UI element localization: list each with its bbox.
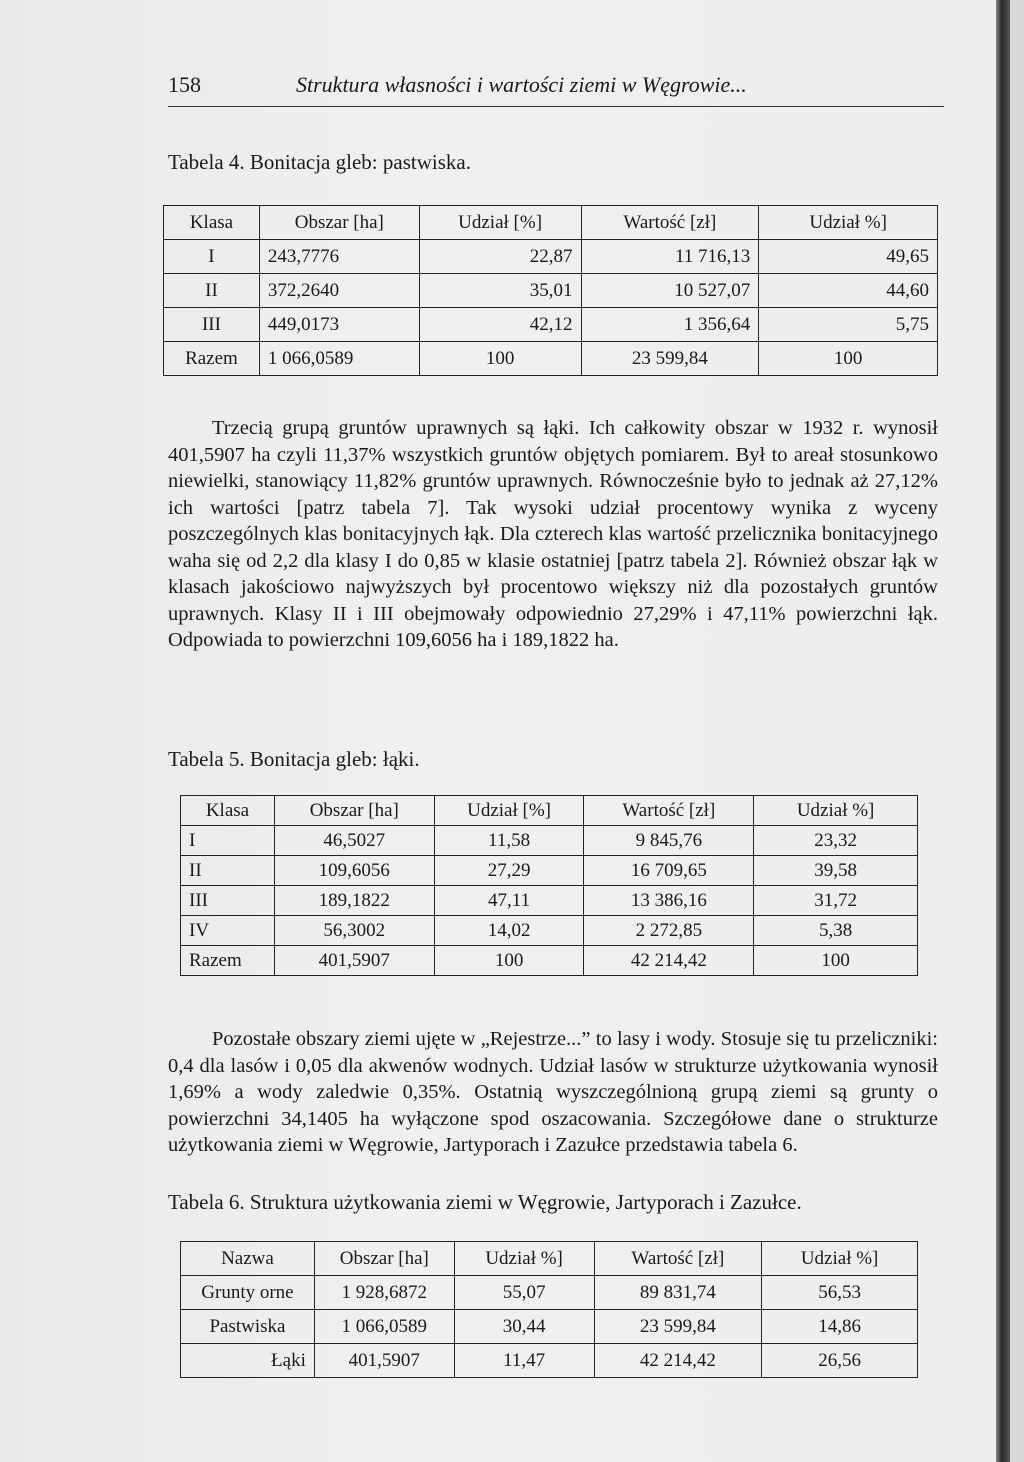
cell-klasa: Razem bbox=[181, 946, 275, 976]
cell-klasa: III bbox=[181, 886, 275, 916]
cell-udzial: 47,11 bbox=[434, 886, 584, 916]
body-paragraph-laki: Trzecią grupą gruntów uprawnych są łąki. Ich całkowity obszar w 1932 r. wynosił 401,5907 ha czyli 11,37% wszystkich gruntów objętych pomiarem. Był to areał stosunkowo niewielki, stanowiący 11,82% gruntów uprawnych. Równocześnie było to jednak aż 27,12% ich wartości [patrz tabela 7]. Tak wysoki udział procentowy wynika z wyceny poszczególnych klas bonitacyjnych łąk. Dla czterech klas wartość przelicznika bonitacyjnego waha się od 2,2 dla klasy I do 0,85 w klasie ostatniej [patrz tabela 2]. Również obszar łąk w klasach jakościowo najwyższych był procentowo większy niż dla pozostałych gruntów uprawnych. Klasy II i III obejmowały odpowiednio 27,29% i 47,11% powierzchni łąk. Odpowiada to powierzchni 109,6056 ha i 189,1822 ha. bbox=[168, 417, 938, 651]
cell-klasa: II bbox=[164, 274, 260, 308]
cell-obszar: 401,5907 bbox=[274, 946, 434, 976]
table-row bbox=[164, 240, 938, 274]
cell-nazwa: Pastwiska bbox=[181, 1310, 315, 1344]
cell-wartosc: 23 599,84 bbox=[594, 1310, 762, 1344]
cell-udzial-wartosci: 100 bbox=[759, 342, 938, 376]
cell-udzial-wartosci: 5,38 bbox=[754, 916, 918, 946]
cell-udzial: 27,29 bbox=[434, 856, 584, 886]
cell-udzial: 100 bbox=[434, 946, 584, 976]
cell-klasa: I bbox=[164, 240, 260, 274]
cell-wartosc: 42 214,42 bbox=[584, 946, 754, 976]
table-row bbox=[164, 274, 938, 308]
table-row bbox=[181, 886, 918, 916]
cell-udzial: 55,07 bbox=[454, 1276, 594, 1310]
cell-wartosc: 10 527,07 bbox=[581, 274, 759, 308]
cell-udzial-wartosci: 14,86 bbox=[762, 1310, 918, 1344]
cell-klasa: Razem bbox=[164, 342, 260, 376]
cell-nazwa: Łąki bbox=[181, 1344, 315, 1378]
column-header: Wartość [zł] bbox=[594, 1242, 762, 1276]
cell-udzial-wartosci: 56,53 bbox=[762, 1276, 918, 1310]
table5-laki bbox=[180, 795, 918, 976]
cell-klasa: I bbox=[181, 826, 275, 856]
cell-obszar: 189,1822 bbox=[274, 886, 434, 916]
cell-wartosc: 1 356,64 bbox=[581, 308, 759, 342]
table-row bbox=[181, 826, 918, 856]
cell-wartosc: 2 272,85 bbox=[584, 916, 754, 946]
cell-obszar: 109,6056 bbox=[274, 856, 434, 886]
table6-caption: Tabela 6. Struktura użytkowania ziemi w Węgrowie, Jartyporach i Zazułce. bbox=[168, 1190, 802, 1214]
column-header: Udział [%] bbox=[419, 206, 581, 240]
cell-udzial: 100 bbox=[419, 342, 581, 376]
column-header: Nazwa bbox=[181, 1242, 315, 1276]
cell-udzial: 42,12 bbox=[419, 308, 581, 342]
table-header-row bbox=[181, 1242, 918, 1276]
table6-struktura-uzytkowania bbox=[180, 1241, 918, 1378]
body-paragraph-lasy-wody: Pozostałe obszary ziemi ujęte w „Rejestrze...” to lasy i wody. Stosuje się tu przeliczniki: 0,4 dla lasów i 0,05 dla akwenów wodnych. Udział lasów w strukturze użytkowania wynosił 1,69% a wody zaledwie 0,35%. Ostatnią wyszczególnioną grupą ziemi są grunty o powierzchni 34,1405 ha wyłączone spod oszacowania. Szczegółowe dane o strukturze użytkowania ziemi w Węgrowie, Jartyporach i Zazułce przedstawia tabela 6. bbox=[168, 1028, 938, 1156]
cell-klasa: III bbox=[164, 308, 260, 342]
cell-klasa: II bbox=[181, 856, 275, 886]
cell-obszar: 56,3002 bbox=[274, 916, 434, 946]
column-header: Udział %] bbox=[759, 206, 938, 240]
cell-klasa: IV bbox=[181, 916, 275, 946]
column-header: Udział %] bbox=[762, 1242, 918, 1276]
cell-wartosc: 11 716,13 bbox=[581, 240, 759, 274]
cell-udzial: 22,87 bbox=[419, 240, 581, 274]
table-row bbox=[181, 1276, 918, 1310]
cell-wartosc: 42 214,42 bbox=[594, 1344, 762, 1378]
table-row bbox=[164, 308, 938, 342]
cell-obszar: 1 066,0589 bbox=[314, 1310, 454, 1344]
column-header: Wartość [zł] bbox=[581, 206, 759, 240]
cell-nazwa: Grunty orne bbox=[181, 1276, 315, 1310]
table-row bbox=[181, 856, 918, 886]
cell-udzial: 11,47 bbox=[454, 1344, 594, 1378]
cell-udzial-wartosci: 49,65 bbox=[759, 240, 938, 274]
cell-obszar: 1 928,6872 bbox=[314, 1276, 454, 1310]
cell-udzial-wartosci: 31,72 bbox=[754, 886, 918, 916]
book-spine-shadow bbox=[996, 0, 1010, 1462]
table4-pastwiska bbox=[163, 205, 938, 376]
cell-udzial: 30,44 bbox=[454, 1310, 594, 1344]
cell-udzial-wartosci: 39,58 bbox=[754, 856, 918, 886]
table5-caption: Tabela 5. Bonitacja gleb: łąki. bbox=[168, 747, 420, 771]
cell-udzial: 11,58 bbox=[434, 826, 584, 856]
page-edge bbox=[1010, 0, 1024, 1462]
cell-wartosc: 9 845,76 bbox=[584, 826, 754, 856]
table-row bbox=[181, 1310, 918, 1344]
cell-obszar: 401,5907 bbox=[314, 1344, 454, 1378]
column-header: Klasa bbox=[181, 796, 275, 826]
table-total-row bbox=[181, 946, 918, 976]
cell-wartosc: 13 386,16 bbox=[584, 886, 754, 916]
table4-caption: Tabela 4. Bonitacja gleb: pastwiska. bbox=[168, 150, 471, 174]
column-header: Udział %] bbox=[754, 796, 918, 826]
cell-udzial-wartosci: 44,60 bbox=[759, 274, 938, 308]
cell-wartosc: 23 599,84 bbox=[581, 342, 759, 376]
table-header-row bbox=[164, 206, 938, 240]
table-row bbox=[181, 1344, 918, 1378]
column-header: Udział [%] bbox=[434, 796, 584, 826]
cell-udzial-wartosci: 26,56 bbox=[762, 1344, 918, 1378]
column-header: Klasa bbox=[164, 206, 260, 240]
cell-udzial-wartosci: 100 bbox=[754, 946, 918, 976]
cell-udzial: 14,02 bbox=[434, 916, 584, 946]
cell-udzial-wartosci: 23,32 bbox=[754, 826, 918, 856]
cell-obszar: 243,7776 bbox=[259, 240, 419, 274]
page-header bbox=[168, 70, 944, 107]
cell-obszar: 372,2640 bbox=[259, 274, 419, 308]
column-header: Obszar [ha] bbox=[259, 206, 419, 240]
cell-udzial: 35,01 bbox=[419, 274, 581, 308]
cell-obszar: 46,5027 bbox=[274, 826, 434, 856]
cell-wartosc: 89 831,74 bbox=[594, 1276, 762, 1310]
cell-obszar: 1 066,0589 bbox=[259, 342, 419, 376]
column-header: Udział %] bbox=[454, 1242, 594, 1276]
table-header-row bbox=[181, 796, 918, 826]
cell-obszar: 449,0173 bbox=[259, 308, 419, 342]
page-number: 158 bbox=[168, 72, 201, 97]
column-header: Obszar [ha] bbox=[314, 1242, 454, 1276]
table-total-row bbox=[164, 342, 938, 376]
cell-wartosc: 16 709,65 bbox=[584, 856, 754, 886]
running-title: Struktura własności i wartości ziemi w Węgrowie... bbox=[296, 72, 747, 97]
column-header: Wartość [zł] bbox=[584, 796, 754, 826]
table-row bbox=[181, 916, 918, 946]
cell-udzial-wartosci: 5,75 bbox=[759, 308, 938, 342]
column-header: Obszar [ha] bbox=[274, 796, 434, 826]
